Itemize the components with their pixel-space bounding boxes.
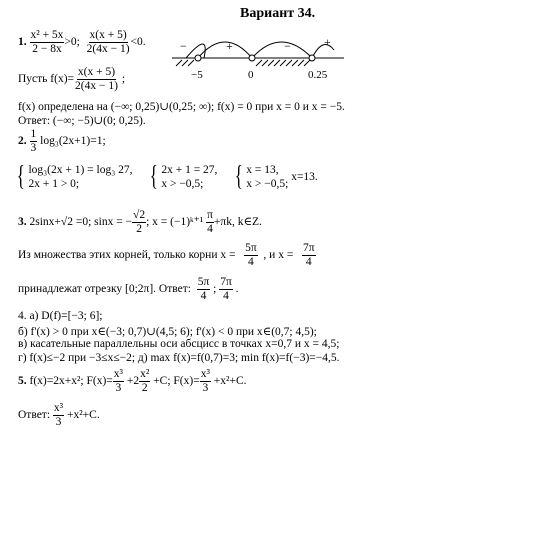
fraction: $\frac{5\pi}{4}$	[245, 242, 257, 268]
fraction: $\frac{1}{3}$	[30, 128, 37, 154]
sign: +	[324, 35, 331, 49]
system: { log₃(2x + 1) = log₃ 27, 2x + 1 > 0;	[16, 161, 133, 193]
problem-3-line2: Из множества этих корней, только корни x = $\frac{5\pi}{4}$ , и x = $\frac{7\pi}{4}$	[18, 242, 315, 268]
fraction: $\frac{5\pi}{4}$	[197, 276, 210, 302]
fraction: $\frac{x(x + 5)}{2(4x - 1)}$	[86, 29, 130, 55]
problem-4-d: г) f(x)≤−2 при −3≤x≤−2; д) max f(x)=f(0,7)=3; min f(x)=f(−3)=−4,5.	[18, 352, 340, 364]
system: { x = 13, x > −0,5;	[234, 161, 289, 193]
fraction: $\frac{x(x + 5)}{2(4x - 1)}$	[75, 66, 118, 92]
problem-4-a: 4. а) D(f)=[−3; 6];	[18, 310, 103, 322]
problem-4-c: в) касательные параллельны оси абсцисс в точках x=0,7 и x = 4,5;	[18, 338, 340, 350]
problem-1-domain: f(x) определена на (−∞; 0,25)∪(0,25; ∞); f(x) = 0 при x = 0 и x = −5.	[18, 101, 345, 113]
fraction: $\frac{\text{x²}}{2}$	[140, 368, 150, 394]
fraction: $\frac{\text{x³}}{3}$	[53, 402, 64, 428]
fraction: $\frac{\text{x³}}{3}$	[200, 368, 210, 394]
tick-label: −5	[191, 69, 203, 80]
problem-1-let: Пусть f(x)= $\frac{x(x + 5)}{2(4x - 1)}$ ;	[18, 66, 126, 92]
fraction: $\frac{\text{x² + 5x}}{2 - 8x}$	[30, 29, 64, 55]
tick-label: 0.25	[308, 69, 328, 80]
sign: −	[284, 39, 291, 53]
sign: −	[180, 39, 187, 53]
tick-label: 0	[248, 69, 254, 80]
problem-number: 1.	[18, 35, 27, 48]
system: { 2x + 1 = 27, x > −0,5;	[149, 161, 218, 193]
problem-4-b: б) f'(x) > 0 при x∈(−3; 0,7)∪(4,5; 6); f'(x) < 0 при x∈(0,7; 4,5);	[18, 326, 317, 338]
fraction: $\frac{\pi}{4}$	[207, 209, 213, 235]
problem-3: 3. 2sinx+√2 =0; sinx = − $\frac{√2}{2}$ ; x = (−1)ᵏ⁺¹ $\frac{\pi}{4}$ +πk, k∈Z.	[18, 209, 262, 235]
problem-1-inequalities: 1. $\frac{\text{x² + 5x}}{2 - 8x}$ >0; $\frac{x(x + 5)}{2(4x - 1)}$ <0.	[18, 29, 146, 55]
problem-3-line3: принадлежат отрезку [0;2π]. Ответ: $\frac{5\pi}{4}$ ; $\frac{7\pi}{4}$ .	[18, 276, 239, 302]
page-title: Вариант 34.	[240, 6, 316, 21]
fraction: $\frac{\text{x³}}{3}$	[113, 368, 123, 394]
fraction: $\frac{7\pi}{4}$	[220, 276, 232, 302]
problem-1-answer: Ответ: (−∞; −5)∪(0; 0,25).	[18, 115, 146, 127]
problem-5-answer: Ответ: $\frac{\text{x³}}{3}$ +x²+C.	[18, 402, 100, 428]
sign-chart	[168, 28, 348, 80]
problem-2: 2. $\frac{1}{3}$ log₃(2x+1)=1;	[18, 128, 106, 154]
fraction: $\frac{√2}{2}$	[133, 209, 146, 235]
sign: +	[226, 39, 233, 53]
problem-2-systems: { log₃(2x + 1) = log₃ 27, 2x + 1 > 0; { 2x + 1 = 27, x > −0,5; { x = 13, x > −0,5; x=13.	[14, 163, 318, 192]
problem-5: 5. f(x)=2x+x²; F(x)= $\frac{\text{x³}}{3}$ +2 $\frac{\text{x²}}{2}$ +C; F(x)= $\frac{\text{x³}}{3}$ +x²+C.	[18, 368, 247, 394]
fraction: $\frac{7\pi}{4}$	[302, 242, 315, 268]
